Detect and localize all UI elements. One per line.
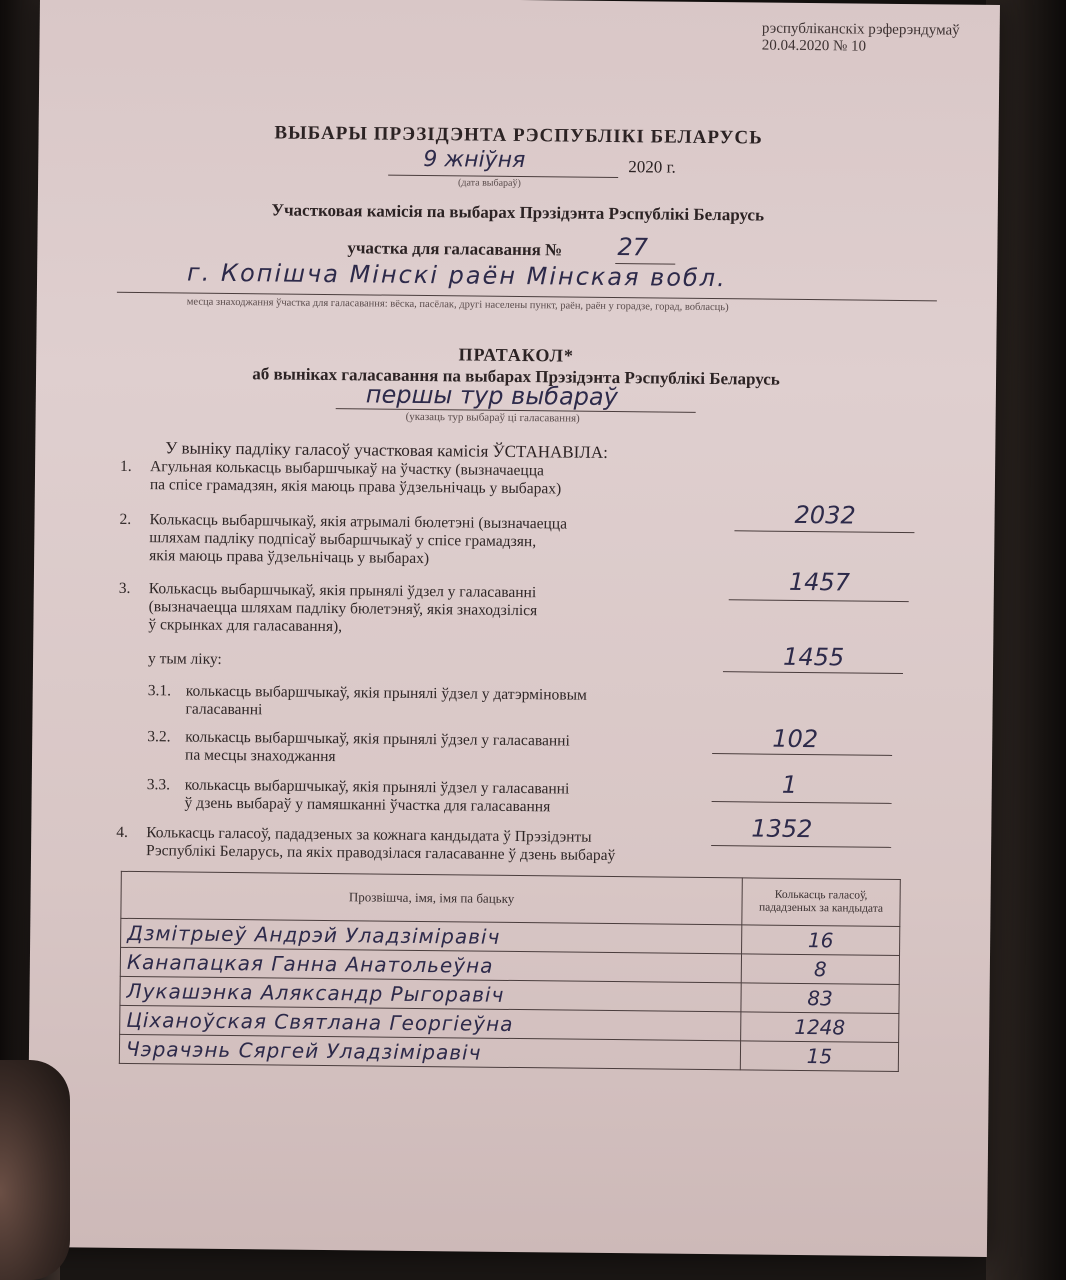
election-title: ВЫБАРЫ ПРЭЗІДЭНТА РЭСПУБЛІКІ БЕЛАРУСЬ xyxy=(274,122,763,149)
item-2-value: 1457 xyxy=(788,567,851,597)
item-text: Колькасць выбаршчыкаў, якія атрымалі бюлетэні (вызначаецца шляхам падліку подпісаў выбаршчыкаў у спісе грамадзян, якія маюць права ўдзельнічаць у выбарах) xyxy=(149,511,568,568)
subitem-3-1 xyxy=(147,682,707,728)
item-text: Колькасць галасоў, пададзеных за кожнага кандыдата ў Прэзідэнты Рэспублікі Беларусь, па якіх праводзілася галасаванне ў дзень выбараў xyxy=(145,824,616,865)
item-3-value: 1455 xyxy=(782,642,845,672)
item-number: 1. xyxy=(120,457,132,475)
candidate-votes: 83 xyxy=(741,983,899,1014)
item-2-line xyxy=(729,598,909,602)
item-4 xyxy=(116,824,816,871)
location-handwritten: г. Копішча Мінскі раён Мінская вобл. xyxy=(186,258,727,293)
column-header-name: Прозвішча, імя, імя па бацьку xyxy=(121,871,742,925)
subitem-3-2-line xyxy=(712,800,892,804)
item-number: 3.1. xyxy=(147,682,172,700)
reference-line: 20.04.2020 № 10 xyxy=(761,37,867,55)
item-text: Колькасць выбаршчыкаў, якія прынялі ўдзел у галасаванні (вызначаецца шляхам падліку бюлетэняў, якія знаходзіліся ў скрынках для галасавання), xyxy=(148,580,538,636)
item-text: колькасць выбаршчыкаў, якія прынялі ўдзел у галасаванні ў дзень выбараў у памяшканні ўчастка для галасавання xyxy=(184,776,570,816)
item-number: 4. xyxy=(116,823,128,841)
date-caption: (дата выбараў) xyxy=(458,177,521,190)
item-text: колькасць выбаршчыкаў, якія прынялі ўдзел у датэрміновым галасаванні xyxy=(185,682,587,719)
district-number: 27 xyxy=(617,233,649,262)
location-caption: месца знаходжання ўчастка для галасавання: вёска, пасёлак, другі населены пункт, раён, раён у горадзе, горад, вобласць) xyxy=(186,296,729,314)
item-3 xyxy=(118,580,719,644)
candidates-table xyxy=(119,871,901,1072)
including-label: у тым ліку: xyxy=(147,650,222,668)
column-header-votes: Колькасць галасоў, пададзеных за кандыдата xyxy=(742,878,900,927)
candidate-name: Ціханоўская Святлана Георгіеўна xyxy=(120,1005,741,1041)
item-number: 3. xyxy=(118,579,131,597)
subitem-3-1-value: 102 xyxy=(772,724,819,754)
date-year: 2020 г. xyxy=(628,157,676,177)
candidate-name: Дзмітрыеў Андрэй Уладзіміравіч xyxy=(121,918,742,954)
protocol-title: ПРАТАКОЛ* xyxy=(458,344,575,366)
subitem-3-3-value: 1352 xyxy=(751,814,813,844)
item-3-line xyxy=(723,670,903,674)
date-handwritten: 9 жніўня xyxy=(423,146,526,174)
protocol-subtitle: аб выніках галасавання па выбарах Прэзідэнта Рэспублікі Беларусь xyxy=(252,364,780,389)
subitem-3-2 xyxy=(147,728,707,774)
item-text: Агульная колькасць выбаршчыкаў на ўчастку (вызначаецца па спісе грамадзян, якія маюць права ўдзельнічаць у выбарах) xyxy=(149,458,562,498)
subitem-3-3 xyxy=(146,776,706,822)
item-1 xyxy=(120,458,720,504)
reference-block xyxy=(762,21,960,57)
reference-line: рэспубліканскіх рэферэндумаў xyxy=(761,20,960,39)
candidate-votes: 1248 xyxy=(741,1012,899,1043)
district-label: участка для галасавання № xyxy=(347,238,563,260)
candidate-votes: 8 xyxy=(741,954,899,985)
candidate-name: Канапацкая Ганна Анатольеўна xyxy=(120,947,741,983)
intro-text: У выніку падліку галасоў участковая камісія ЎСТАНАВІЛА: xyxy=(165,438,608,462)
subitem-3-1-line xyxy=(712,752,892,756)
item-1-value: 2032 xyxy=(794,500,856,530)
thumb xyxy=(0,1060,70,1280)
table-header-row xyxy=(121,871,900,926)
round-caption: (указаць тур выбараў ці галасавання) xyxy=(405,410,580,425)
protocol-sheet xyxy=(27,0,1000,1257)
candidate-name: Чэрачэнь Сяргей Уладзіміравіч xyxy=(119,1034,740,1070)
candidate-name: Лукашэнка Аляксандр Рыгоравіч xyxy=(120,976,741,1012)
candidate-votes: 16 xyxy=(742,925,900,956)
subitem-3-2-value: 1 xyxy=(781,770,798,799)
candidate-votes: 15 xyxy=(740,1041,898,1072)
footnote-blurred xyxy=(119,1086,879,1094)
item-number: 3.3. xyxy=(146,776,171,794)
item-text: колькасць выбаршчыкаў, якія прынялі ўдзел у галасаванні па месцы знаходжання xyxy=(184,728,570,766)
round-handwritten: першы тур выбараў xyxy=(365,380,619,412)
item-2 xyxy=(119,511,720,575)
item-number: 3.2. xyxy=(147,728,171,746)
item-number: 2. xyxy=(119,510,132,528)
commission-title: Участковая камісія па выбарах Прэзідэнта Рэспублікі Беларусь xyxy=(271,200,765,225)
item-1-line xyxy=(734,529,914,533)
